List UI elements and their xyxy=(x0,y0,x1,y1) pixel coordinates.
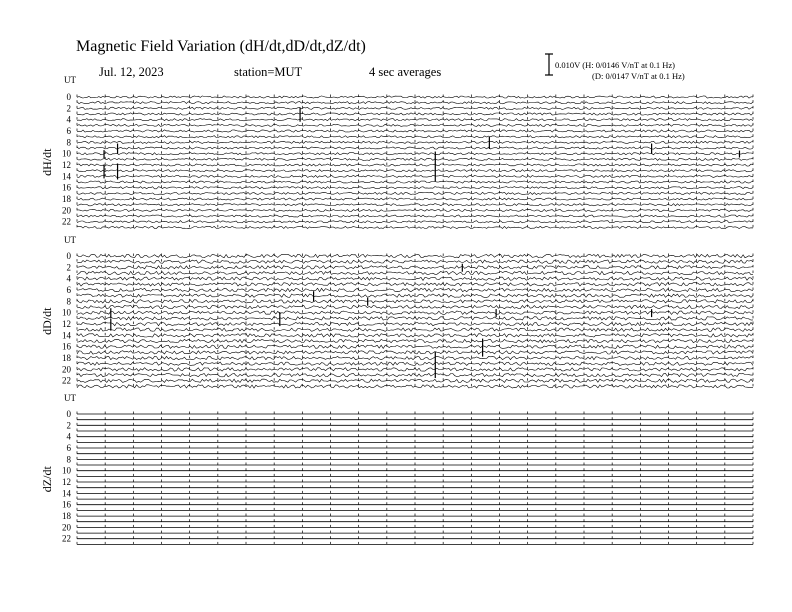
hour-tick-label: 4 xyxy=(66,273,71,284)
hour-tick-label: 4 xyxy=(66,431,71,442)
hour-tick-label: 12 xyxy=(62,477,71,488)
hour-tick-label: 2 xyxy=(66,103,71,114)
hour-tick-label: 18 xyxy=(62,353,71,364)
hour-tick-label: 16 xyxy=(62,499,71,510)
ut-label: UT xyxy=(64,75,76,85)
hour-tick-label: 16 xyxy=(62,341,71,352)
chart-title: Magnetic Field Variation (dH/dt,dD/dt,dZ/dt) xyxy=(76,38,366,55)
hour-tick-label: 8 xyxy=(66,137,71,148)
hour-tick-label: 8 xyxy=(66,296,71,307)
hour-tick-label: 10 xyxy=(62,465,71,476)
y-axis-label: dD/dt xyxy=(40,307,54,335)
scale-label-h: 0.010V (H: 0/0146 V/nT at 0.1 Hz) xyxy=(555,60,675,70)
scale-bar-icon xyxy=(545,54,553,75)
hour-tick-label: 12 xyxy=(62,160,71,171)
station-label: station=MUT xyxy=(234,65,303,79)
panel-2 xyxy=(40,393,753,544)
y-axis-label: dH/dt xyxy=(40,148,54,176)
hour-tick-label: 18 xyxy=(62,194,71,205)
hour-tick-label: 12 xyxy=(62,319,71,330)
panel-1 xyxy=(40,235,753,388)
hour-tick-label: 6 xyxy=(66,285,71,296)
hour-tick-label: 22 xyxy=(62,533,71,544)
hour-tick-label: 16 xyxy=(62,182,71,193)
hour-tick-label: 2 xyxy=(66,420,71,431)
hour-tick-label: 8 xyxy=(66,454,71,465)
hour-tick-label: 22 xyxy=(62,216,71,227)
hour-tick-label: 20 xyxy=(62,205,71,216)
hour-tick-label: 10 xyxy=(62,148,71,159)
panel-0 xyxy=(40,75,753,229)
y-axis-label: dZ/dt xyxy=(40,466,54,493)
hour-tick-label: 20 xyxy=(62,364,71,375)
scale-label-d: (D: 0/0147 V/nT at 0.1 Hz) xyxy=(592,71,685,81)
hour-tick-label: 4 xyxy=(66,114,71,125)
hour-tick-label: 18 xyxy=(62,511,71,522)
hour-tick-label: 6 xyxy=(66,443,71,454)
averaging-label: 4 sec averages xyxy=(369,65,442,79)
hour-tick-label: 22 xyxy=(62,375,71,386)
ut-label: UT xyxy=(64,393,76,403)
hour-tick-label: 14 xyxy=(62,171,71,182)
ut-label: UT xyxy=(64,235,76,245)
hour-tick-label: 0 xyxy=(66,92,71,102)
hour-tick-label: 14 xyxy=(62,330,71,341)
hour-tick-label: 20 xyxy=(62,522,71,533)
date-label: Jul. 12, 2023 xyxy=(99,65,164,79)
hour-tick-label: 6 xyxy=(66,126,71,137)
hour-tick-label: 2 xyxy=(66,262,71,273)
hour-tick-label: 0 xyxy=(66,409,71,419)
hour-tick-label: 0 xyxy=(66,251,71,261)
hour-tick-label: 10 xyxy=(62,307,71,318)
hour-tick-label: 14 xyxy=(62,488,71,499)
